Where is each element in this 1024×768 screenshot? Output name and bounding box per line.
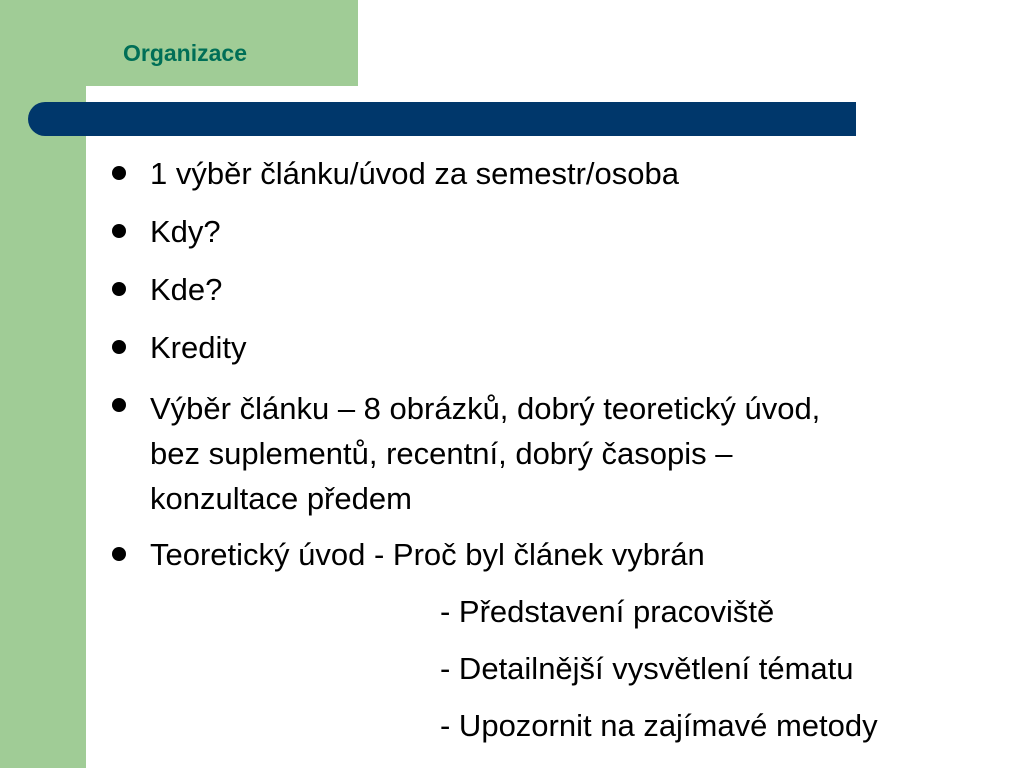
- bullet-item: [112, 270, 222, 310]
- bullet-line: Kdy?: [150, 214, 221, 249]
- bullet-dot-icon: [112, 340, 126, 354]
- bullet-text: [150, 154, 679, 194]
- bullet-line: konzultace předem: [150, 481, 412, 516]
- bullet-text: [150, 212, 221, 252]
- bullet-line: bez suplementů, recentní, dobrý časopis –: [150, 436, 733, 471]
- bullet-item: [112, 386, 820, 521]
- bullet-item: [112, 328, 246, 368]
- slide-title: Organizace: [123, 40, 247, 66]
- bullet-dot-icon: [112, 547, 126, 561]
- bullet-line: Výběr článku – 8 obrázků, dobrý teoretický úvod,: [150, 391, 821, 426]
- bullet-dot-icon: [112, 224, 126, 238]
- title-bar: [28, 102, 856, 136]
- bullet-dot-icon: [112, 398, 126, 412]
- bullet-line: Teoretický úvod - Proč byl článek vybrán: [150, 537, 705, 572]
- bullet-text: [150, 270, 222, 310]
- bullet-text: [150, 535, 705, 575]
- bullet-item: [112, 212, 221, 252]
- bullet-item: [112, 154, 679, 194]
- bullet-dot-icon: [112, 282, 126, 296]
- sub-line: - Upozornit na zajímavé metody: [440, 708, 878, 743]
- bullet-line: 1 výběr článku/úvod za semestr/osoba: [150, 156, 679, 191]
- bullet-text: [150, 386, 820, 521]
- bullet-dot-icon: [112, 166, 126, 180]
- bullet-text: [150, 328, 246, 368]
- bullet-item: [112, 535, 705, 575]
- bullet-line: Kde?: [150, 272, 223, 307]
- sub-line: - Detailnější vysvětlení tématu: [440, 651, 854, 686]
- bullet-line: Kredity: [150, 330, 247, 365]
- sub-line: - Představení pracoviště: [440, 594, 775, 629]
